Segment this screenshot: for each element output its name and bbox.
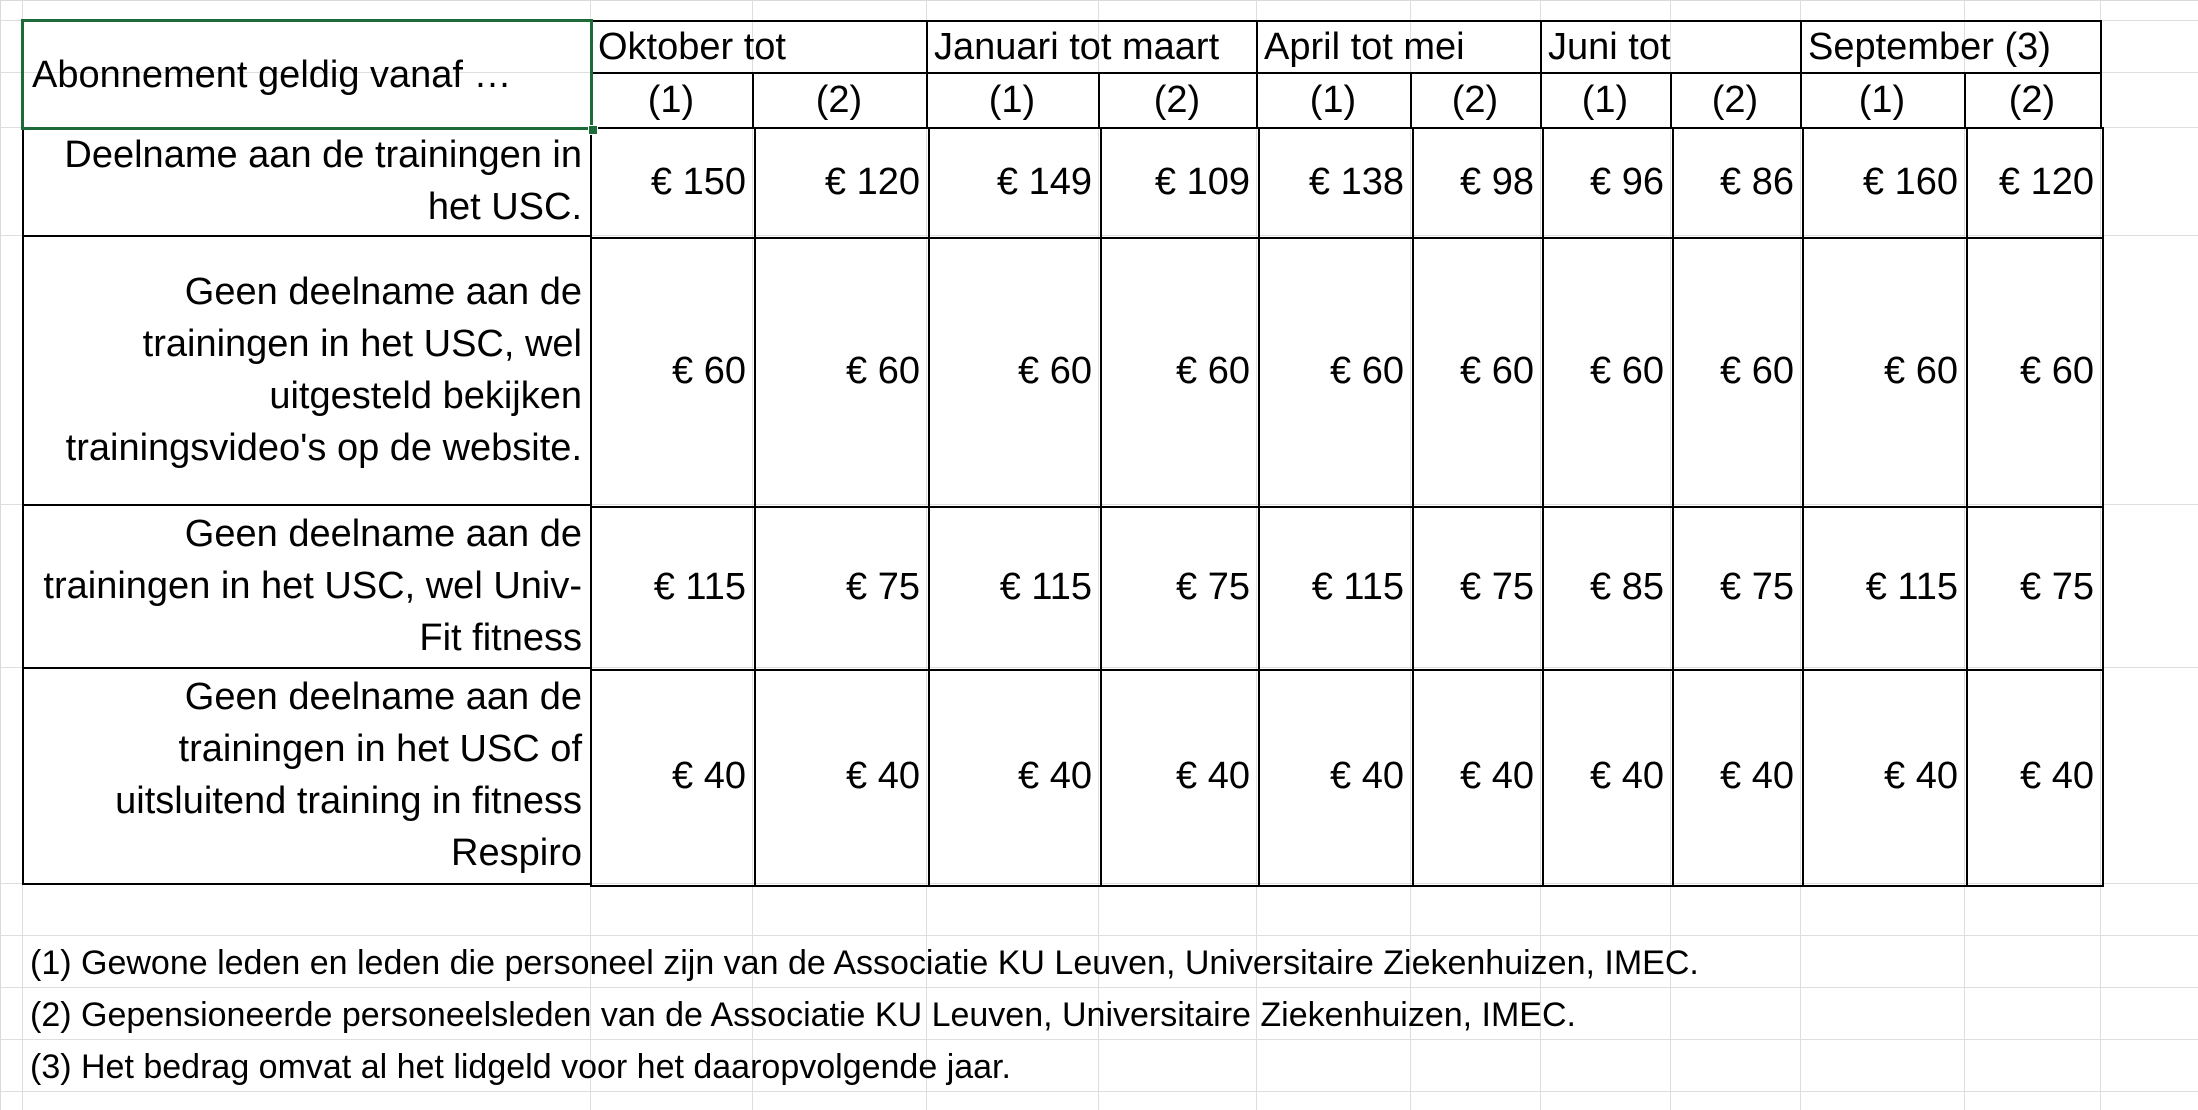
price-value: € 85 bbox=[1590, 565, 1664, 608]
price-value: € 60 bbox=[1590, 349, 1664, 392]
row-label-cell[interactable] bbox=[22, 127, 592, 237]
header-sub-cell[interactable] bbox=[1256, 72, 1412, 129]
price-value: € 40 bbox=[1460, 755, 1534, 797]
price-cell[interactable] bbox=[1410, 127, 1544, 239]
selection-fill-handle[interactable] bbox=[588, 125, 598, 135]
price-value: € 60 bbox=[672, 349, 746, 392]
price-cell[interactable] bbox=[1410, 667, 1544, 887]
header-sub-cell[interactable] bbox=[1964, 72, 2102, 129]
header-sub-label: (1) bbox=[647, 78, 695, 121]
header-sub-cell[interactable] bbox=[1410, 72, 1542, 129]
price-cell[interactable] bbox=[1410, 235, 1544, 508]
price-cell[interactable] bbox=[1256, 235, 1414, 508]
price-cell[interactable] bbox=[1540, 127, 1674, 239]
price-cell[interactable] bbox=[752, 235, 930, 508]
price-cell[interactable] bbox=[752, 504, 930, 671]
price-cell[interactable] bbox=[1256, 504, 1414, 671]
price-cell[interactable] bbox=[1540, 504, 1674, 671]
row-label-text: Geen deelname aan de trainingen in het USC, wel Univ-Fit fitness bbox=[43, 512, 582, 659]
price-cell[interactable] bbox=[1670, 235, 1804, 508]
price-cell[interactable] bbox=[1098, 504, 1260, 671]
price-value: € 40 bbox=[1720, 755, 1794, 797]
price-cell[interactable] bbox=[1098, 235, 1260, 508]
row-label-cell[interactable] bbox=[22, 667, 592, 885]
header-corner-cell[interactable] bbox=[22, 20, 592, 129]
header-period-label: Januari tot maart bbox=[934, 26, 1220, 68]
row-label-text: Geen deelname aan de trainingen in het USC of uitsluitend training in fitness Respiro bbox=[115, 676, 582, 874]
row-label-text: Geen deelname aan de trainingen in het USC, wel uitgesteld bekijken trainingsvideo's op de website. bbox=[65, 270, 582, 469]
price-cell[interactable] bbox=[1964, 127, 2104, 239]
footnote-2[interactable] bbox=[22, 989, 2022, 1041]
price-cell[interactable] bbox=[926, 127, 1102, 239]
price-value: € 98 bbox=[1460, 161, 1534, 203]
price-cell[interactable] bbox=[926, 667, 1102, 887]
header-sub-label: (2) bbox=[2008, 78, 2056, 121]
price-cell[interactable] bbox=[1256, 667, 1414, 887]
header-sub-label: (1) bbox=[988, 78, 1036, 121]
price-value: € 60 bbox=[1018, 349, 1092, 392]
header-period-label: Oktober tot bbox=[598, 26, 786, 68]
price-cell[interactable] bbox=[590, 127, 756, 239]
price-value: € 40 bbox=[672, 755, 746, 797]
header-sub-cell[interactable] bbox=[1670, 72, 1802, 129]
price-value: € 75 bbox=[1460, 565, 1534, 608]
header-sub-label: (1) bbox=[1581, 78, 1629, 121]
header-sub-label: (2) bbox=[815, 78, 863, 121]
price-value: € 86 bbox=[1720, 161, 1794, 203]
price-cell[interactable] bbox=[1800, 235, 1968, 508]
header-period-label: April tot mei bbox=[1264, 26, 1465, 68]
price-value: € 75 bbox=[1176, 565, 1250, 608]
header-period-juni[interactable] bbox=[1540, 20, 1802, 74]
header-sub-cell[interactable] bbox=[926, 72, 1100, 129]
price-value: € 60 bbox=[846, 349, 920, 392]
price-cell[interactable] bbox=[1098, 127, 1260, 239]
price-cell[interactable] bbox=[590, 235, 756, 508]
price-cell[interactable] bbox=[926, 235, 1102, 508]
header-sub-cell[interactable] bbox=[1098, 72, 1258, 129]
footnote-text: (3) Het bedrag omvat al het lidgeld voor het daaropvolgende jaar. bbox=[30, 1048, 1011, 1086]
price-cell[interactable] bbox=[926, 504, 1102, 671]
price-value: € 149 bbox=[996, 161, 1092, 203]
price-value: € 60 bbox=[1884, 349, 1958, 392]
header-period-oktober[interactable] bbox=[590, 20, 928, 74]
footnote-3[interactable] bbox=[22, 1041, 2022, 1093]
price-value: € 40 bbox=[1018, 755, 1092, 797]
price-cell[interactable] bbox=[752, 667, 930, 887]
price-value: € 120 bbox=[1998, 161, 2094, 203]
price-value: € 115 bbox=[1865, 565, 1958, 608]
header-period-label: Juni tot bbox=[1548, 26, 1671, 68]
row-label-text: Deelname aan de trainingen in het USC. bbox=[64, 134, 582, 228]
price-cell[interactable] bbox=[1800, 127, 1968, 239]
header-period-april[interactable] bbox=[1256, 20, 1542, 74]
header-sub-cell[interactable] bbox=[590, 72, 754, 129]
price-value: € 60 bbox=[1176, 349, 1250, 392]
price-value: € 75 bbox=[2020, 565, 2094, 608]
header-sub-cell[interactable] bbox=[1800, 72, 1966, 129]
header-period-label: September (3) bbox=[1808, 26, 2051, 68]
header-corner-text: Abonnement geldig vanaf … bbox=[32, 53, 512, 96]
price-value: € 40 bbox=[2020, 755, 2094, 797]
price-value: € 109 bbox=[1154, 161, 1250, 203]
price-cell[interactable] bbox=[1540, 235, 1674, 508]
price-value: € 115 bbox=[653, 565, 746, 608]
header-sub-label: (1) bbox=[1309, 78, 1357, 121]
price-value: € 60 bbox=[1460, 349, 1534, 392]
price-value: € 40 bbox=[1884, 755, 1958, 797]
header-sub-cell[interactable] bbox=[752, 72, 928, 129]
footnote-text: (1) Gewone leden en leden die personeel zijn van de Associatie KU Leuven, Universitaire Ziekenhuizen, IMEC. bbox=[30, 944, 1699, 982]
price-cell[interactable] bbox=[1964, 504, 2104, 671]
row-label-cell[interactable] bbox=[22, 504, 592, 669]
price-value: € 75 bbox=[846, 565, 920, 608]
price-cell[interactable] bbox=[1098, 667, 1260, 887]
footnote-text: (2) Gepensioneerde personeelsleden van de Associatie KU Leuven, Universitaire Ziekenhuizen, IMEC. bbox=[30, 996, 1576, 1034]
price-cell[interactable] bbox=[590, 504, 756, 671]
header-sub-label: (1) bbox=[1858, 78, 1906, 121]
price-cell[interactable] bbox=[1800, 504, 1968, 671]
header-sub-label: (2) bbox=[1451, 78, 1499, 121]
price-value: € 60 bbox=[2020, 349, 2094, 392]
price-value: € 40 bbox=[1590, 755, 1664, 797]
price-cell[interactable] bbox=[590, 667, 756, 887]
price-value: € 60 bbox=[1720, 349, 1794, 392]
price-value: € 40 bbox=[1176, 755, 1250, 797]
row-label-cell[interactable] bbox=[22, 235, 592, 506]
price-value: € 40 bbox=[846, 755, 920, 797]
price-value: € 150 bbox=[650, 161, 746, 203]
price-cell[interactable] bbox=[1800, 667, 1968, 887]
header-period-januari[interactable] bbox=[926, 20, 1258, 74]
price-value: € 160 bbox=[1862, 161, 1958, 203]
header-sub-cell[interactable] bbox=[1540, 72, 1672, 129]
price-value: € 75 bbox=[1720, 565, 1794, 608]
price-cell[interactable] bbox=[752, 127, 930, 239]
header-sub-label: (2) bbox=[1153, 78, 1201, 121]
price-value: € 138 bbox=[1308, 161, 1404, 203]
price-cell[interactable] bbox=[1410, 504, 1544, 671]
price-cell[interactable] bbox=[1540, 667, 1674, 887]
price-cell[interactable] bbox=[1670, 667, 1804, 887]
price-value: € 40 bbox=[1330, 755, 1404, 797]
price-value: € 115 bbox=[999, 565, 1092, 608]
price-cell[interactable] bbox=[1964, 667, 2104, 887]
price-value: € 60 bbox=[1330, 349, 1404, 392]
price-value: € 115 bbox=[1311, 565, 1404, 608]
header-sub-label: (2) bbox=[1711, 78, 1759, 121]
price-value: € 120 bbox=[824, 161, 920, 203]
price-cell[interactable] bbox=[1964, 235, 2104, 508]
price-cell[interactable] bbox=[1670, 504, 1804, 671]
header-period-september[interactable] bbox=[1800, 20, 2102, 74]
footnote-1[interactable] bbox=[22, 937, 2022, 989]
price-cell[interactable] bbox=[1670, 127, 1804, 239]
price-cell[interactable] bbox=[1256, 127, 1414, 239]
price-value: € 96 bbox=[1590, 161, 1664, 203]
